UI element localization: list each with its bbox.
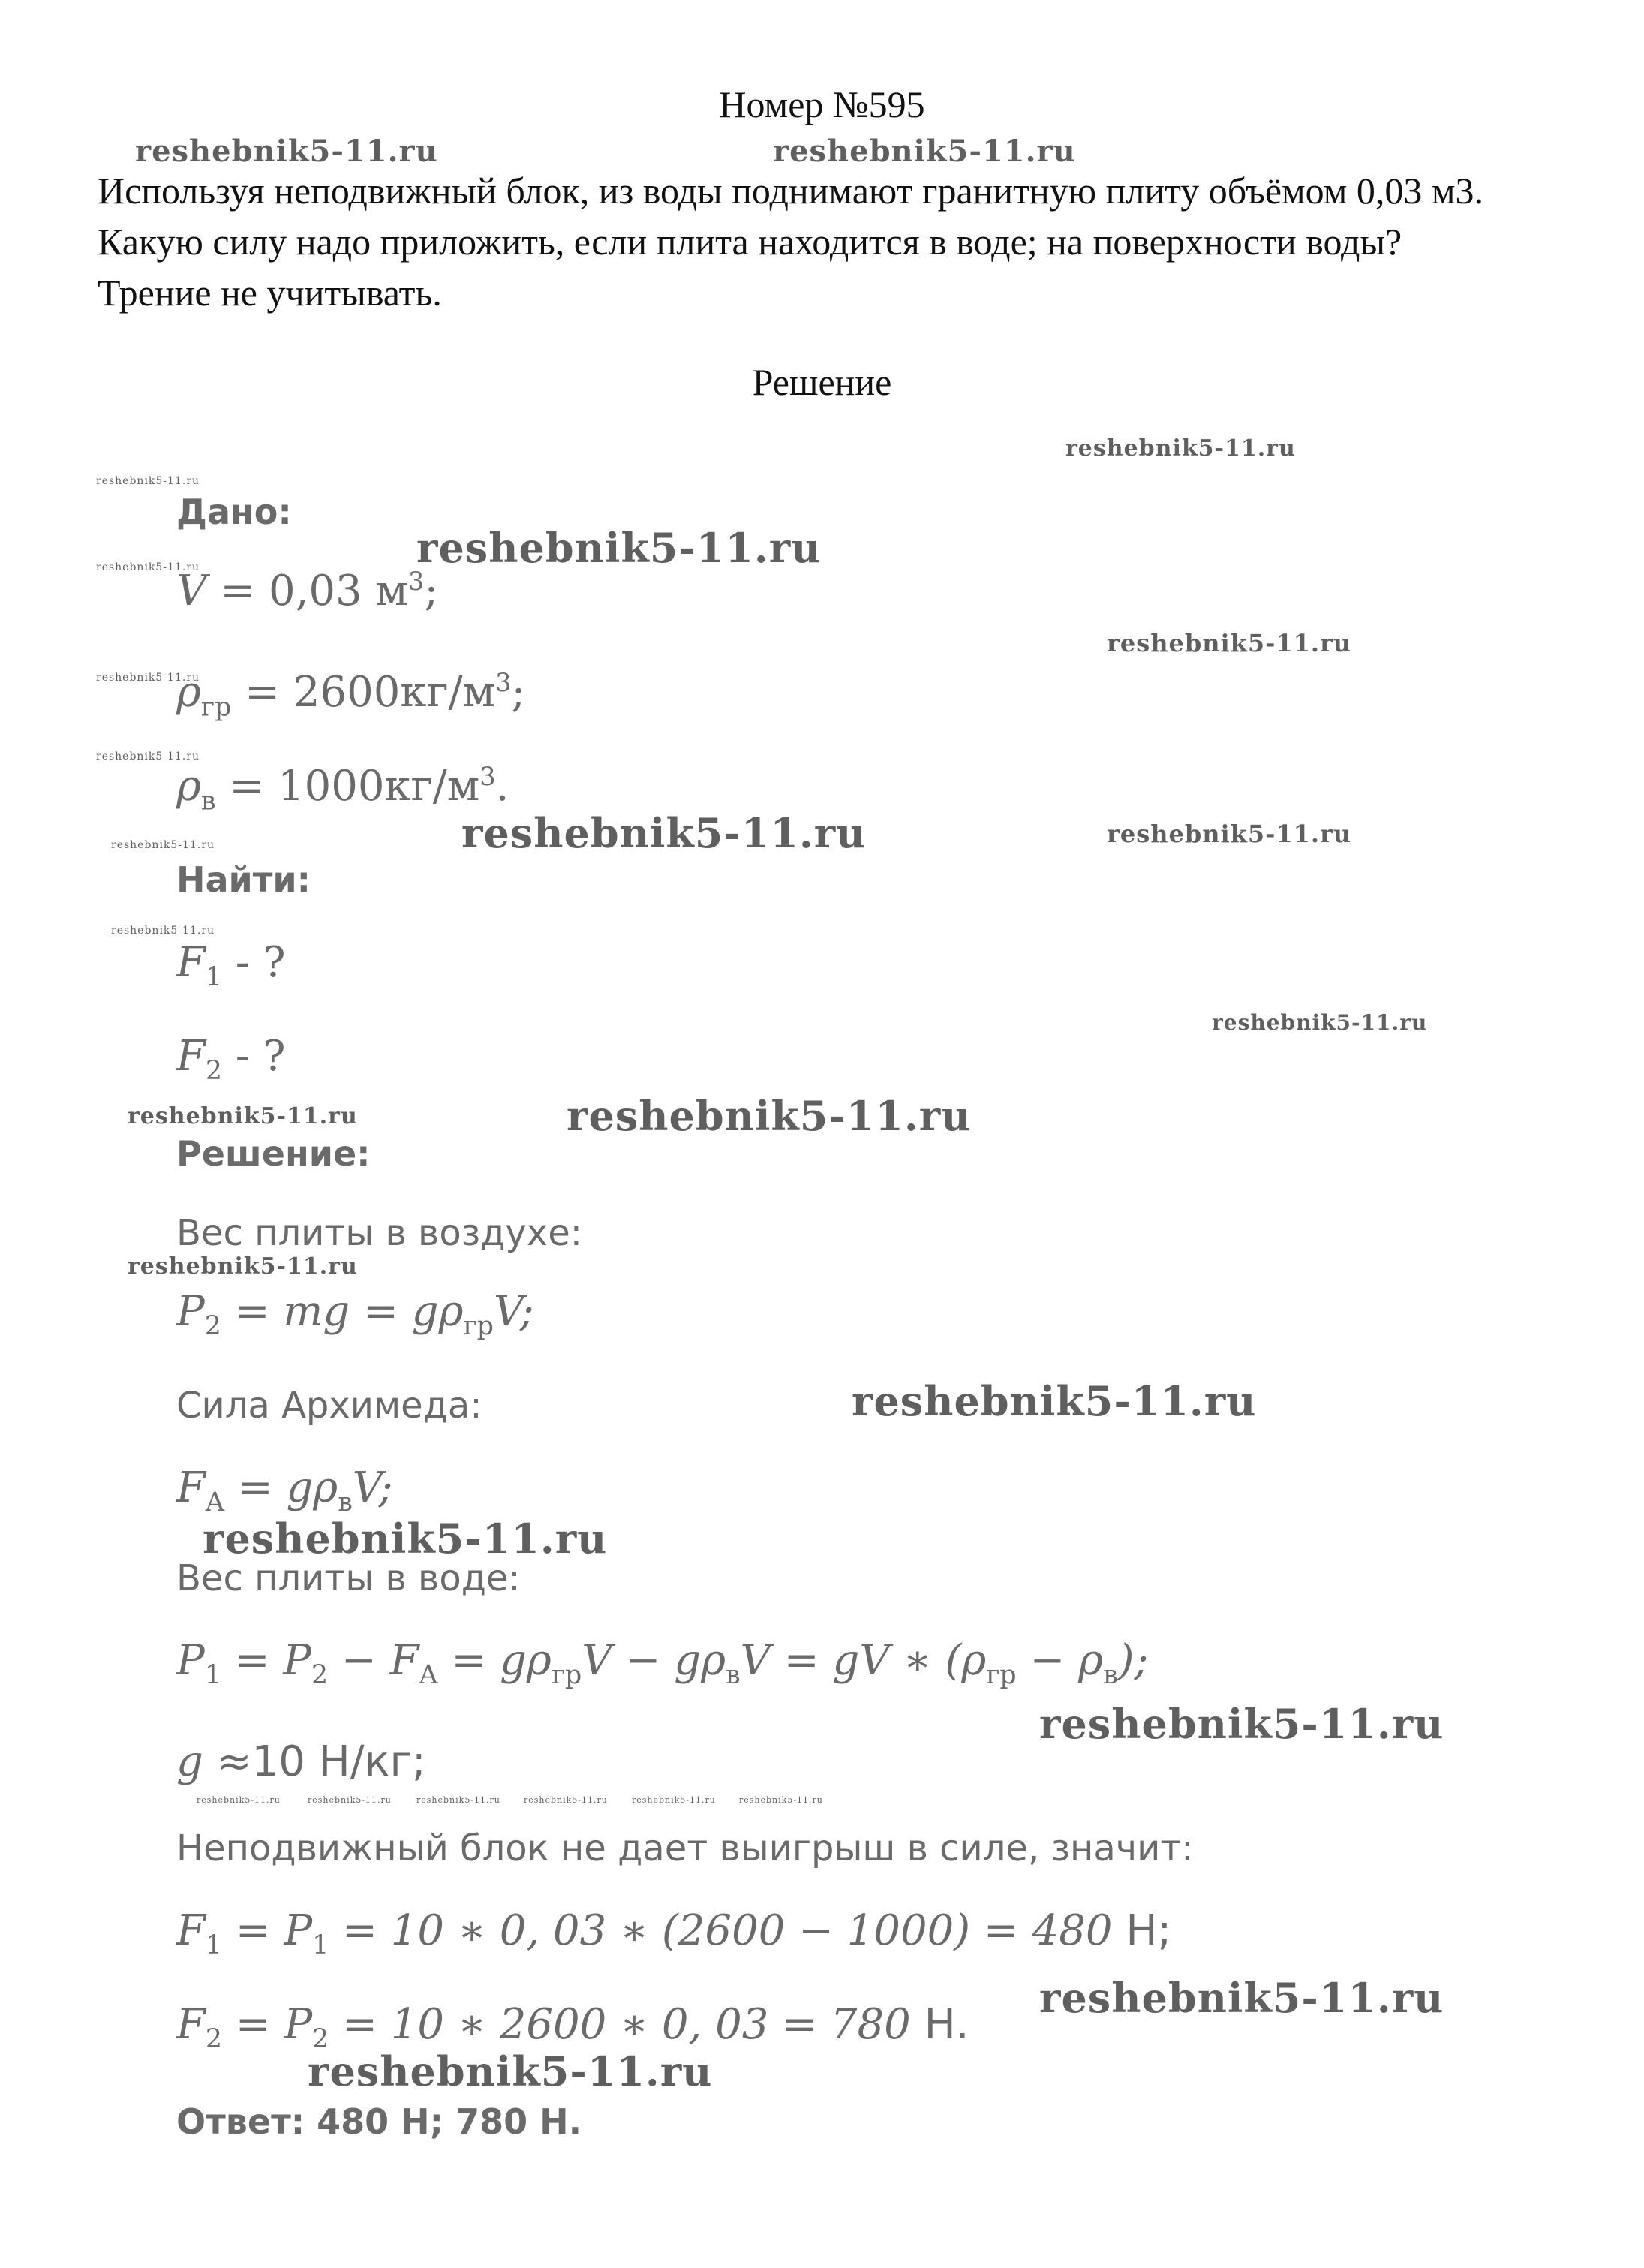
solution-heading: Решение (752, 361, 892, 403)
watermark: reshebnik5-11.ru (128, 1253, 358, 1280)
watermark: reshebnik5-11.ru (135, 134, 438, 169)
equation-f1: $F_1 = P_1 = 10$ ∗ 0, 03 ∗ (2600 − 1000) = 480 Н; (176, 1906, 1172, 1961)
equation-p1: $P_1 = P_2 - F_A = g\rho_{гр}V - g\rho_вV$ = gV ∗ $(\rho_{гр} - \rho_в)$; (176, 1636, 1149, 1691)
watermark: reshebnik5-11.ru (1107, 820, 1352, 848)
gravity-constant: g ≈10 Н/кг; (176, 1737, 426, 1786)
watermark: reshebnik5-11.ru (1212, 1010, 1428, 1035)
watermark: reshebnik5-11.ru (308, 2047, 713, 2095)
watermark: reshebnik5-11.ru (128, 1103, 358, 1129)
watermark: reshebnik5-11.ru (739, 1795, 823, 1805)
watermark: reshebnik5-11.ru (96, 750, 200, 763)
watermark: reshebnik5-11.ru (1039, 1974, 1444, 2022)
find-f2: $F_2$ - ? (176, 1032, 286, 1087)
watermark: reshebnik5-11.ru (461, 809, 867, 857)
weight-water-text: Вес плиты в воде: (176, 1557, 521, 1599)
watermark: reshebnik5-11.ru (416, 524, 822, 572)
watermark: reshebnik5-11.ru (111, 925, 215, 937)
watermark: reshebnik5-11.ru (1039, 1700, 1444, 1748)
watermark: reshebnik5-11.ru (1065, 435, 1296, 462)
watermark: reshebnik5-11.ru (524, 1795, 608, 1805)
given-volume: V = 0,03 $м^3$; (176, 567, 439, 616)
equation-f2: $F_2 = P_2 = 10$ ∗ 2600 ∗ 0, 03 = 780 Н. (176, 2000, 969, 2055)
watermark: reshebnik5-11.ru (567, 1092, 972, 1140)
problem-statement: Используя неподвижный блок, из воды поднимают гранитную плиту объёмом 0,03 м3. Какую силу надо приложить, если плита находится в воде; на поверхности воды? Трение не учитывать. (98, 170, 1483, 314)
watermark: reshebnik5-11.ru (111, 839, 215, 851)
block-text: Неподвижный блок не дает выигрыш в силе, значит: (176, 1827, 1194, 1869)
equation-p2: $P_2$ = mg = $g\rho_{гр}V$; (176, 1287, 534, 1342)
solution-label: Решение: (176, 1133, 371, 1174)
watermark: reshebnik5-11.ru (1107, 629, 1352, 657)
given-density-granite: $\rho_{гр} = 2600кг/м^3$; (176, 668, 526, 723)
watermark: reshebnik5-11.ru (632, 1795, 716, 1805)
find-f1: $F_1$ - ? (176, 938, 286, 993)
archimedes-text: Сила Архимеда: (176, 1385, 482, 1427)
watermark: reshebnik5-11.ru (96, 561, 200, 573)
watermark: reshebnik5-11.ru (852, 1377, 1257, 1425)
watermark: reshebnik5-11.ru (203, 1515, 608, 1563)
watermark: reshebnik5-11.ru (773, 134, 1076, 169)
answer-text: Ответ: 480 Н; 780 Н. (176, 2101, 582, 2142)
find-label: Найти: (176, 859, 311, 900)
watermark: reshebnik5-11.ru (96, 672, 200, 684)
watermark: reshebnik5-11.ru (308, 1795, 392, 1805)
given-density-water: $\rho_в = 1000кг/м^3$. (176, 762, 509, 817)
page-title: Номер №595 (719, 83, 925, 125)
watermark: reshebnik5-11.ru (96, 475, 200, 487)
watermark: reshebnik5-11.ru (416, 1795, 500, 1805)
equation-fa: $F_A = g\rho_вV$; (176, 1463, 393, 1518)
given-label: Дано: (176, 492, 292, 532)
weight-air-text: Вес плиты в воздухе: (176, 1212, 582, 1254)
watermark: reshebnik5-11.ru (197, 1795, 281, 1805)
